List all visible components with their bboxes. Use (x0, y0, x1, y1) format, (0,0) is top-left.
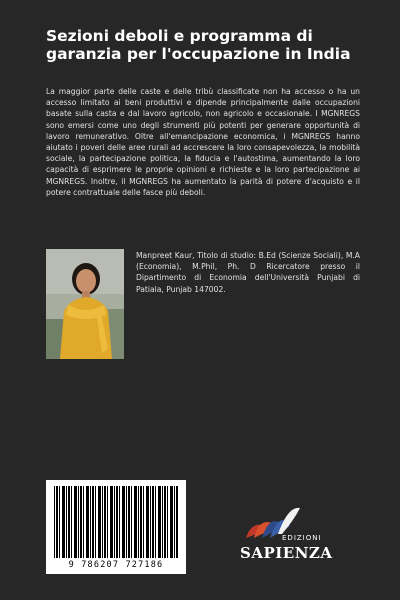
publisher-logo (238, 508, 338, 568)
author-bio: Manpreet Kaur, Titolo di studio: B.Ed (Scienze Sociali), M.A (Economia), M.Phil, Ph. D Ricercatore presso il Dipartimento di Economia dell'Università Punjabi di Patiala, Punjab 147002. (136, 251, 360, 294)
publisher-name: SAPIENZA (240, 544, 333, 562)
author-portrait-image (46, 249, 124, 359)
publisher-label: EDIZIONI (282, 534, 322, 542)
barcode-digits: 9 786207 727186 (68, 560, 164, 570)
barcode-bars (54, 486, 178, 558)
book-title: Sezioni deboli e programma di garanzia per l'occupazione in India (46, 27, 351, 63)
author-photo (46, 249, 124, 359)
book-abstract: La maggior parte delle caste e delle tribù classificate non ha accesso o ha un accesso limitato ai beni produttivi e dipende principalmente dalle occupazioni basate sulla casta e dal lavoro agricolo, non agricolo e occasionale. I MGNREGS sono emersi come uno degli strumenti più potenti per generare opportunità di lavoro remunerativo. Oltre all'emancipazione economica, i MGNREGS hanno aiutato i poveri delle aree rurali ad accrescere la loro consapevolezza, la mobilità sociale, la partecipazione politica, la fiducia e l'autostima, aumentando la loro capacità di esprimere le proprie opinioni e richieste e la loro partecipazione ai MGNREGS. Inoltre, il MGNREGS ha aumentato la parità di potere d'acquisto e il potere contrattuale delle fasce più deboli. (46, 87, 360, 197)
isbn-barcode (46, 480, 186, 574)
